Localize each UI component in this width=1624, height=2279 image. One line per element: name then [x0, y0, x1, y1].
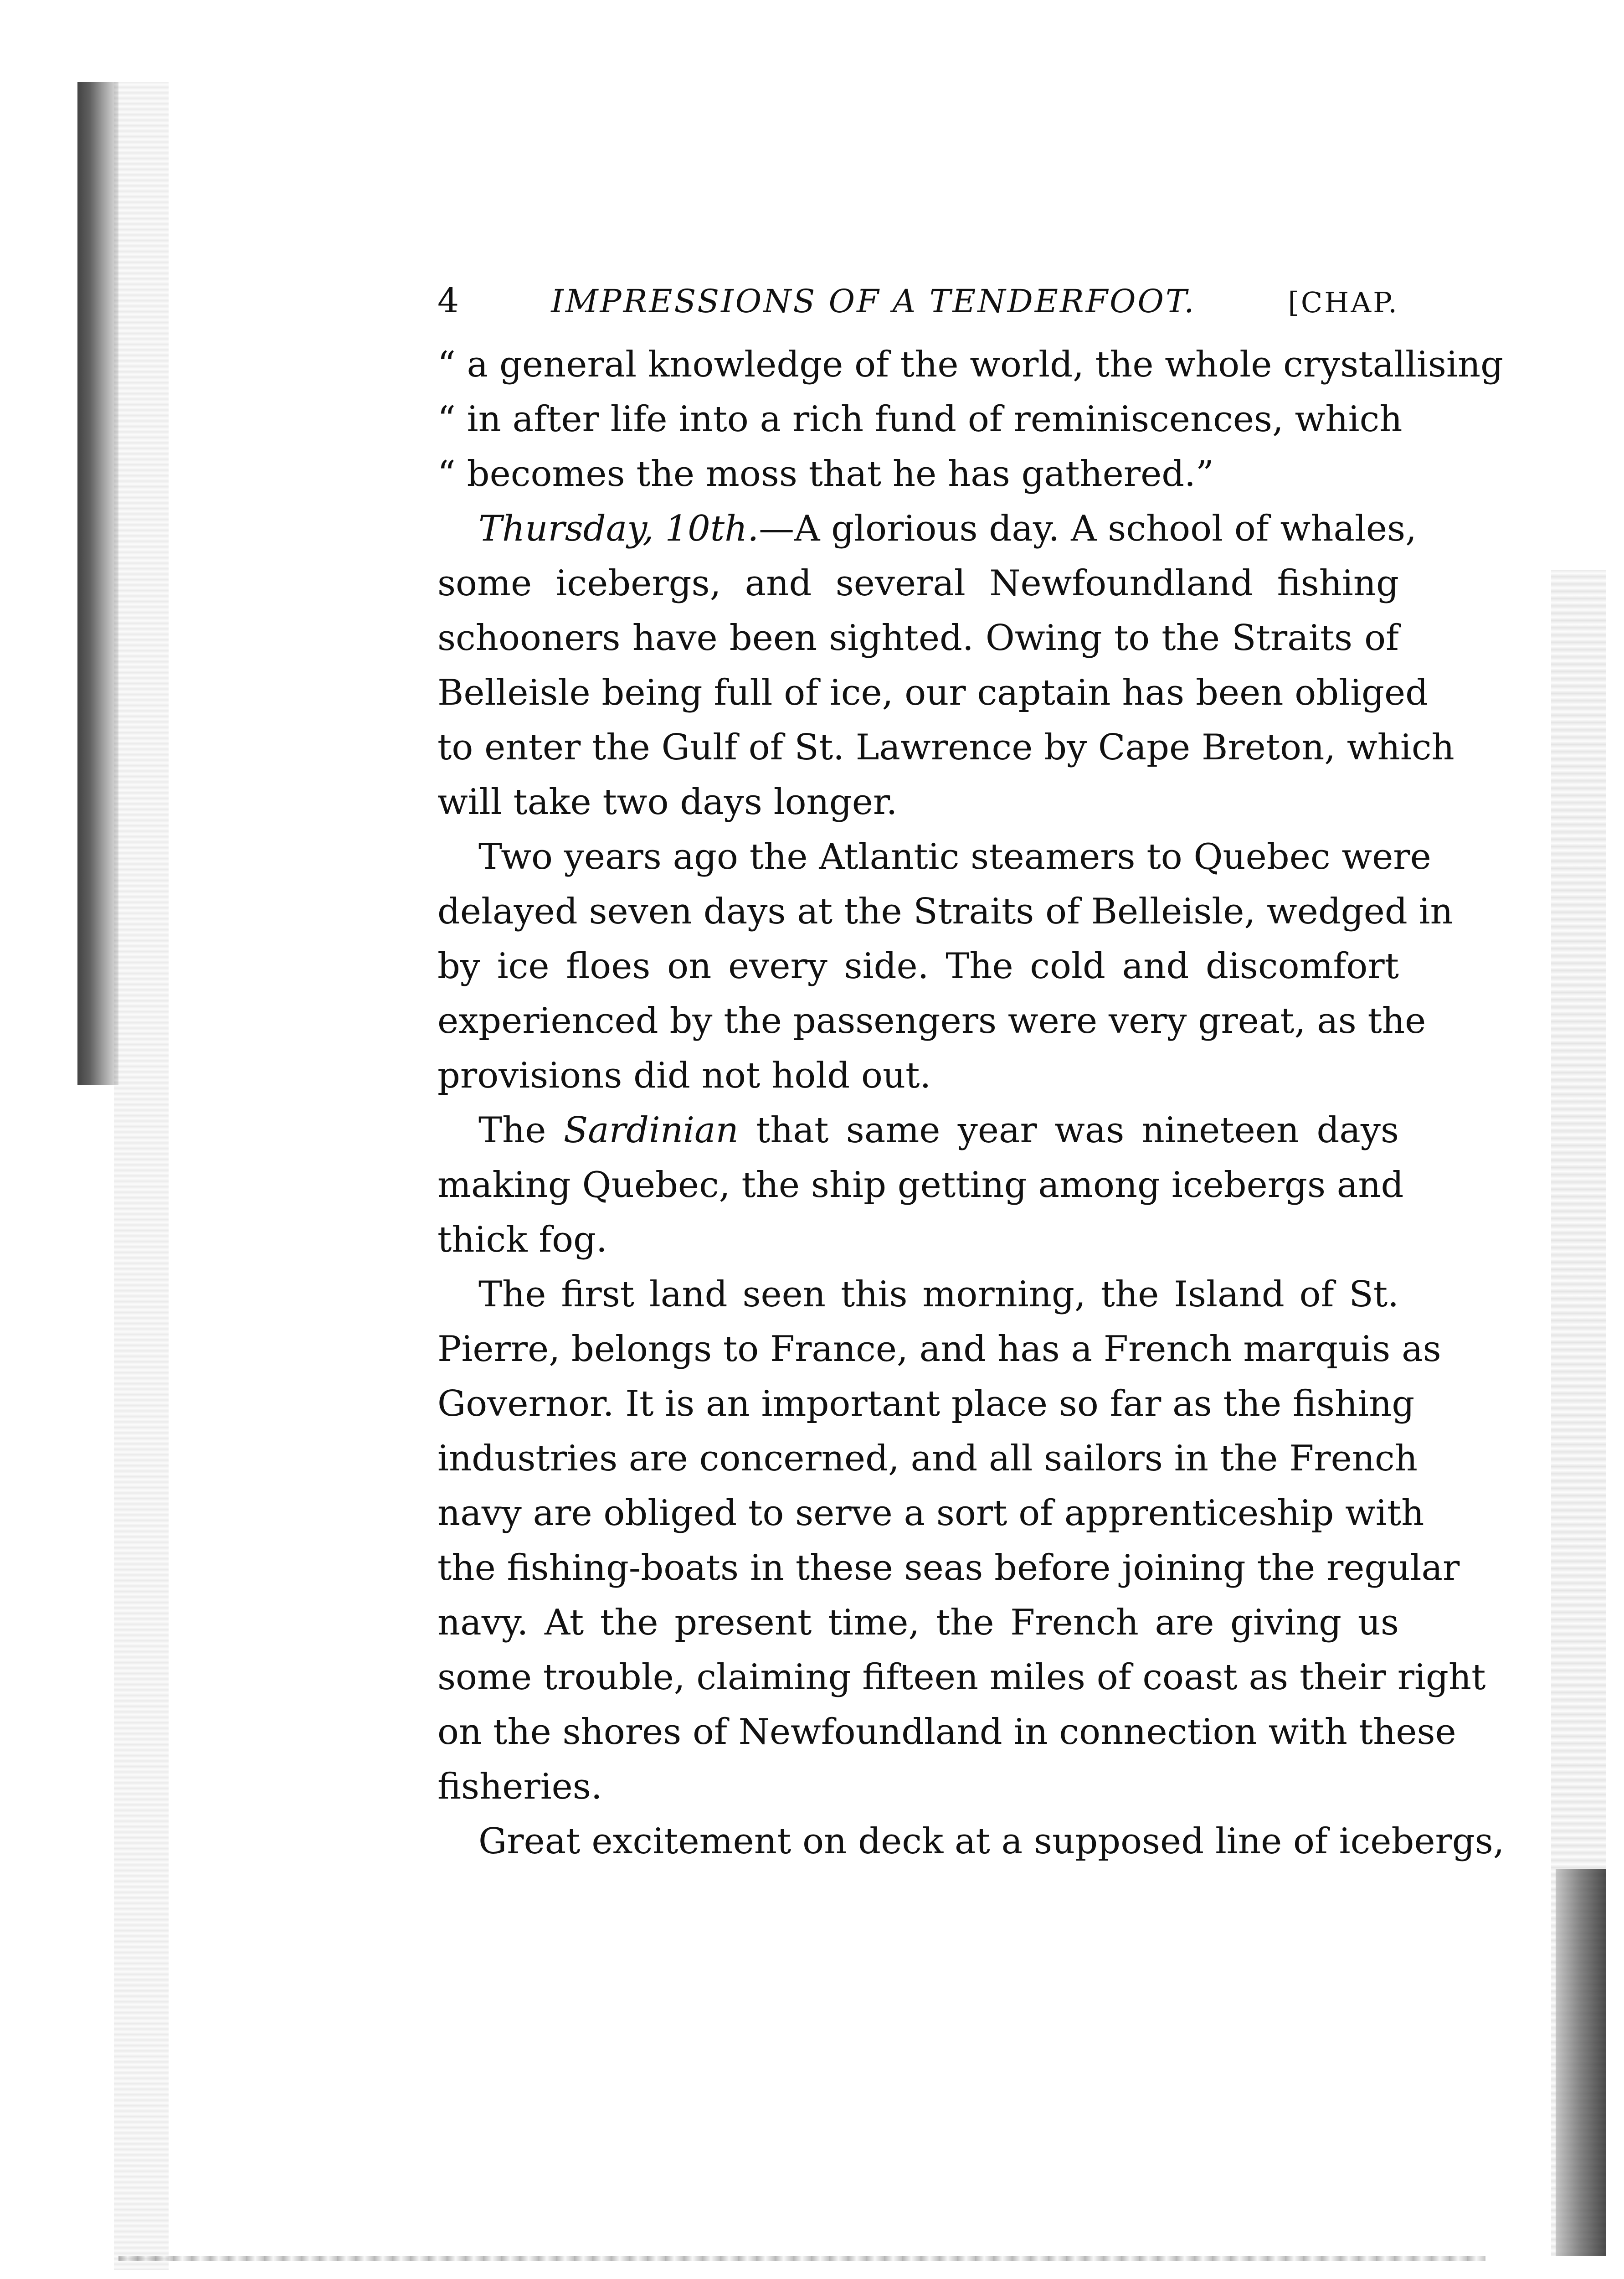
text-line — [437, 1103, 1399, 1158]
entry-opening: —A glorious day. A school of whales, — [759, 508, 1417, 549]
text-line: will take two days longer. — [437, 782, 898, 823]
paragraph-sardinian — [437, 1103, 1404, 1267]
text-line: Governor. It is an important place so far as the fishing — [437, 1383, 1415, 1424]
running-title: IMPRESSIONS OF A TENDERFOOT. — [551, 283, 1196, 320]
text-line: to enter the Gulf of St. Lawrence by Cape Breton, which — [437, 727, 1454, 768]
text-line: Belleisle being full of ice, our captain has been obliged — [437, 672, 1429, 713]
entry-date: Thursday, 10th. — [478, 508, 759, 549]
text-line: The first land seen this morning, the Island of St. — [478, 1274, 1399, 1315]
page-number: 4 — [437, 281, 459, 320]
text-fragment: The — [478, 1110, 564, 1151]
text-line: some icebergs, and several Newfoundland fishing — [437, 563, 1399, 604]
paragraph-icebergs — [437, 1814, 1505, 1869]
text-line: thick fog. — [437, 1219, 607, 1260]
text-line: “ becomes the moss that he has gathered.” — [437, 454, 1214, 495]
text-line: delayed seven days at the Straits of Belleisle, wedged in — [437, 891, 1453, 932]
text-line: by ice floes on every side. The cold and discomfort — [437, 946, 1399, 987]
text-line: on the shores of Newfoundland in connection with these — [437, 1712, 1456, 1753]
quote-paragraph — [437, 337, 1504, 501]
text-fragment: that same year was nineteen days — [738, 1110, 1399, 1151]
text-line: experienced by the passengers were very great, as the — [437, 1000, 1426, 1042]
text-line: provisions did not hold out. — [437, 1055, 931, 1096]
binding-edge-texture — [114, 82, 169, 2270]
paragraph-st-pierre — [437, 1267, 1486, 1814]
text-line: fisheries. — [437, 1766, 602, 1807]
ship-name: Sardinian — [563, 1110, 739, 1151]
text-line: some trouble, claiming fifteen miles of coast as their right — [437, 1657, 1486, 1698]
page-edge-right-shadow — [1556, 1869, 1606, 2256]
text-block — [437, 273, 1505, 1869]
text-line — [437, 501, 1417, 556]
text-line: making Quebec, the ship getting among icebergs and — [437, 1165, 1404, 1206]
text-line: Great excitement on deck at a supposed line of icebergs, — [478, 1821, 1505, 1862]
text-line: Pierre, belongs to France, and has a French marquis as — [437, 1329, 1441, 1370]
text-line: navy. At the present time, the French are giving us — [437, 1602, 1399, 1643]
text-line: “ in after life into a rich fund of reminiscences, which — [437, 399, 1403, 440]
text-line: industries are concerned, and all sailors in the French — [437, 1438, 1418, 1479]
page-edge-bottom — [118, 2256, 1485, 2261]
text-line: Two years ago the Atlantic steamers to Quebec were — [478, 836, 1431, 877]
text-line: the fishing-boats in these seas before joining the regular — [437, 1547, 1460, 1588]
binding-shadow — [77, 82, 118, 1085]
paragraph-straits — [437, 830, 1453, 1103]
diary-entry-paragraph — [437, 501, 1454, 830]
chapter-marker: [CHAP. — [1288, 286, 1399, 319]
running-header — [437, 273, 1399, 337]
text-line: schooners have been sighted. Owing to the Straits of — [437, 618, 1399, 659]
text-line: “ a general knowledge of the world, the whole crystallising — [437, 344, 1504, 385]
text-line: navy are obliged to serve a sort of apprenticeship with — [437, 1493, 1424, 1534]
